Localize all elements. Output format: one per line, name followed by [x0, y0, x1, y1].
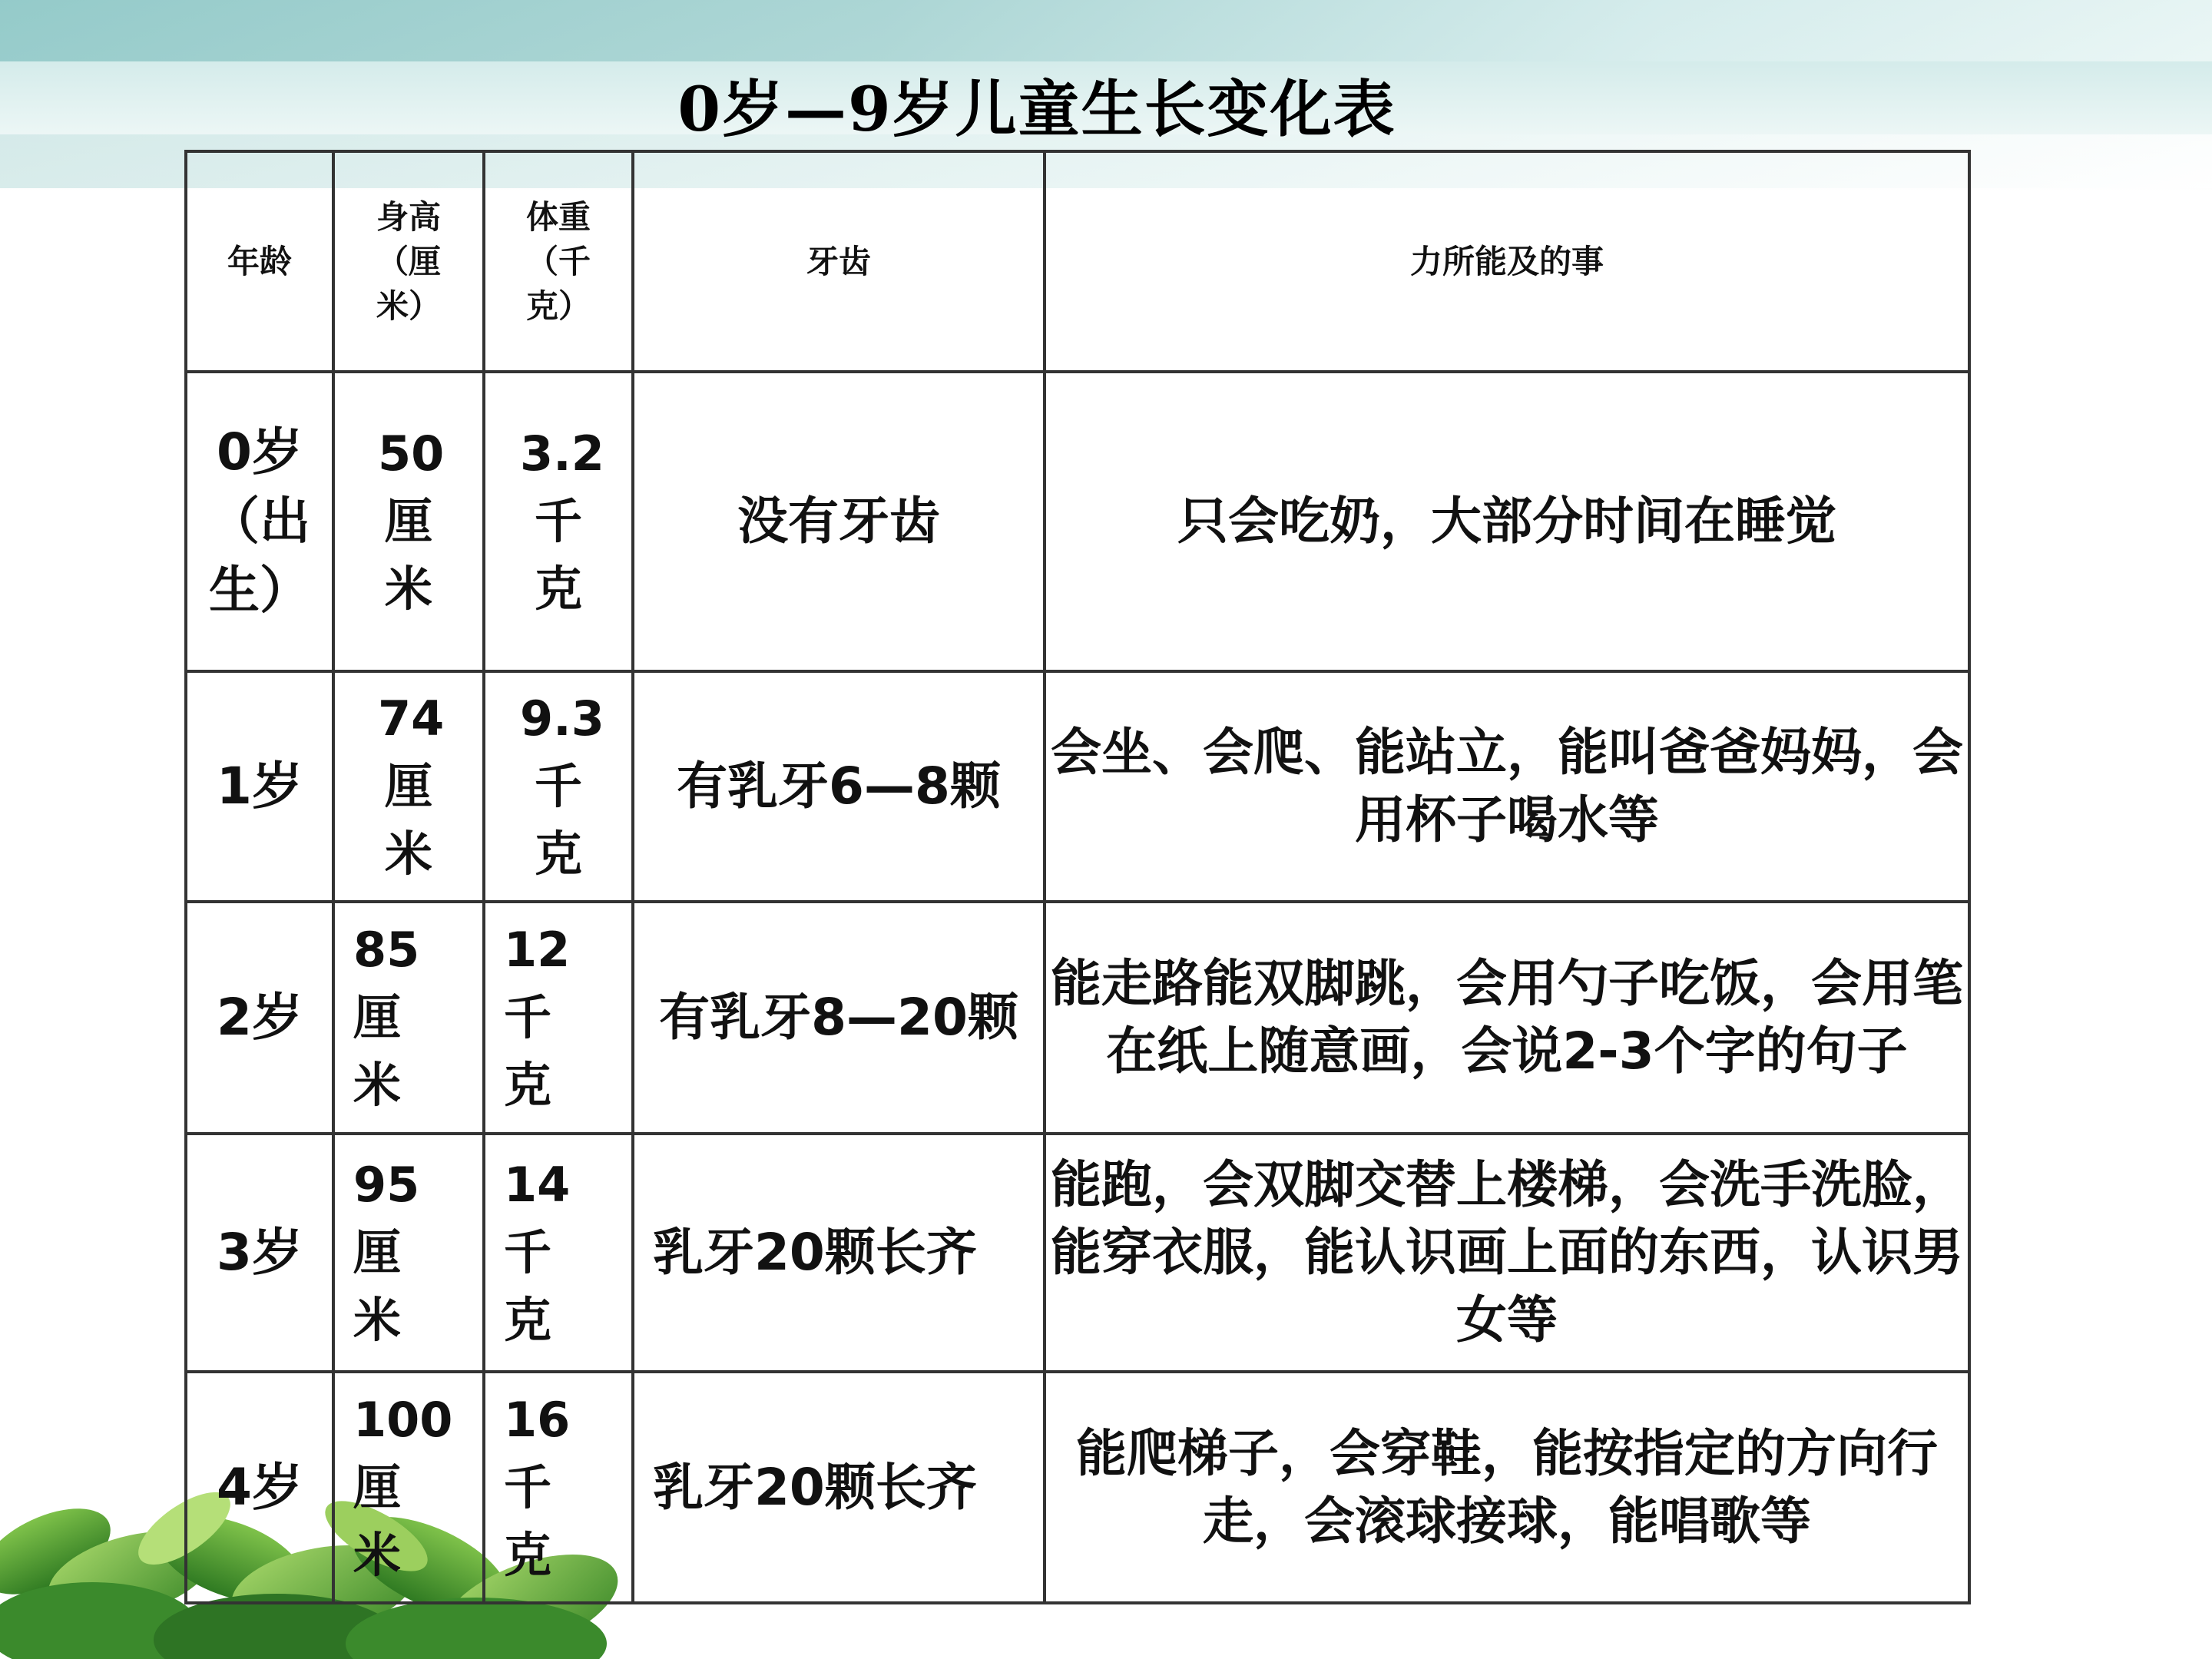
- table-row: [186, 1134, 1969, 1372]
- weight-cell: 9.3千克: [484, 671, 633, 902]
- height-cell: 50厘米: [333, 372, 484, 671]
- growth-table: [184, 150, 1971, 1604]
- height-cell: 100厘米: [333, 1372, 484, 1603]
- teeth-cell: 乳牙20颗长齐: [633, 1372, 1045, 1603]
- abilities-cell: 能走路能双脚跳，会用勺子吃饭，会用笔在纸上随意画，会说2-3个字的句子: [1045, 902, 1969, 1134]
- teeth-cell: 没有牙齿: [633, 372, 1045, 671]
- table-row: [186, 1372, 1969, 1603]
- header-height: 身高（厘米）: [333, 151, 484, 372]
- page-title: 0岁—9岁儿童生长变化表: [677, 73, 1396, 145]
- table-row: [186, 372, 1969, 671]
- header-abilities: 力所能及的事: [1045, 151, 1969, 372]
- age-cell: 4岁: [186, 1372, 333, 1603]
- weight-cell: 3.2千克: [484, 372, 633, 671]
- height-cell: 95厘米: [333, 1134, 484, 1372]
- abilities-cell: 能爬梯子，会穿鞋，能按指定的方向行走，会滚球接球，能唱歌等: [1045, 1372, 1969, 1603]
- header-weight: 体重（千克）: [484, 151, 633, 372]
- table-row: [186, 902, 1969, 1134]
- height-cell: 74厘米: [333, 671, 484, 902]
- age-cell: 1岁: [186, 671, 333, 902]
- table-header-row: [186, 151, 1969, 372]
- height-cell: 85厘米: [333, 902, 484, 1134]
- teeth-cell: 有乳牙8—20颗: [633, 902, 1045, 1134]
- age-cell: 2岁: [186, 902, 333, 1134]
- header-stripe: [0, 0, 2212, 61]
- weight-cell: 12千克: [484, 902, 633, 1134]
- weight-cell: 16千克: [484, 1372, 633, 1603]
- header-teeth: 牙齿: [633, 151, 1045, 372]
- age-cell: 0岁（出生）: [186, 372, 333, 671]
- teeth-cell: 乳牙20颗长齐: [633, 1134, 1045, 1372]
- abilities-cell: 能跑，会双脚交替上楼梯，会洗手洗脸，能穿衣服，能认识画上面的东西，认识男女等: [1045, 1134, 1969, 1372]
- table-row: [186, 671, 1969, 902]
- teeth-cell: 有乳牙6—8颗: [633, 671, 1045, 902]
- header-age: 年龄: [186, 151, 333, 372]
- age-cell: 3岁: [186, 1134, 333, 1372]
- weight-cell: 14千克: [484, 1134, 633, 1372]
- abilities-cell: 只会吃奶，大部分时间在睡觉: [1045, 372, 1969, 671]
- abilities-cell: 会坐、会爬、能站立，能叫爸爸妈妈，会用杯子喝水等: [1045, 671, 1969, 902]
